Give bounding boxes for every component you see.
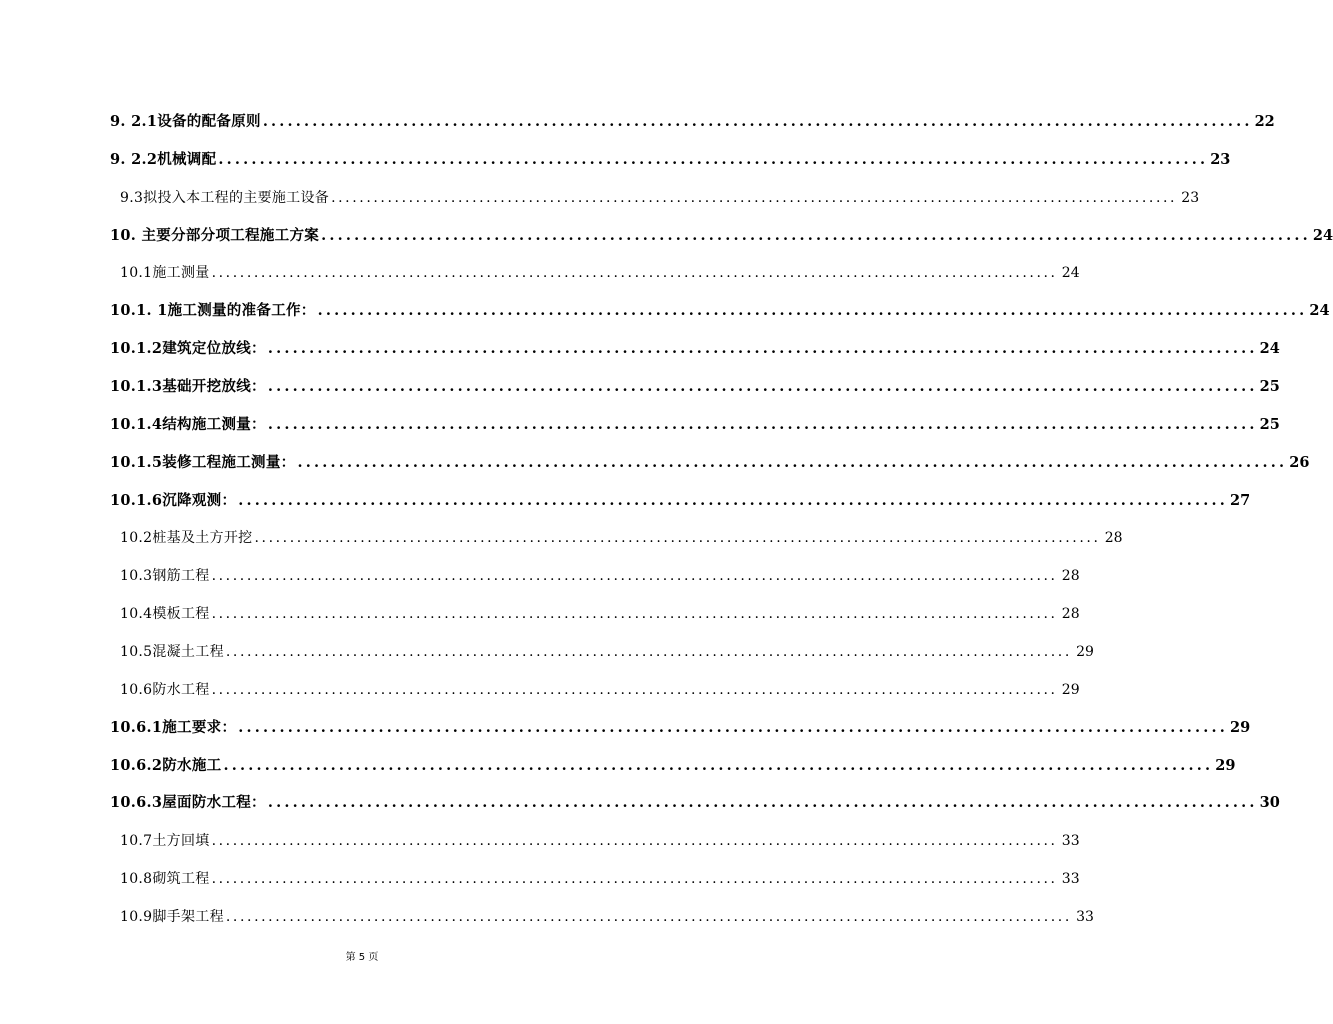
toc-dot-leader: ........................................................................................................................ — [238, 491, 1229, 509]
toc-dot-leader: ........................................................................................................................ — [211, 681, 1058, 698]
toc-entry[interactable] — [110, 335, 1280, 359]
toc-entry-title: 10.4模板工程 — [120, 606, 210, 622]
toc-entry-page-number: 28 — [1104, 530, 1123, 547]
toc-entry[interactable] — [120, 676, 1080, 700]
toc-entry-page-number: 29 — [1230, 718, 1251, 736]
toc-entry-page-number: 27 — [1230, 491, 1251, 509]
toc-entry[interactable] — [120, 562, 1080, 586]
toc-dot-leader: ........................................................................................................................ — [317, 302, 1308, 320]
toc-entry-page-number: 23 — [1210, 150, 1231, 168]
toc-entry-title: 10.1.5装修工程施工测量： — [110, 453, 296, 471]
toc-entry-page-number: 23 — [1181, 189, 1200, 206]
toc-entry-title: 9.3拟投入本工程的主要施工设备 — [120, 189, 330, 206]
toc-entry-page-number: 29 — [1076, 643, 1094, 660]
toc-entry-title: 10.5混凝土工程 — [120, 643, 224, 660]
toc-dot-leader: ........................................................................................................................ — [238, 718, 1229, 736]
toc-dot-leader: ........................................................................................................................ — [211, 606, 1058, 622]
toc-entry[interactable] — [120, 524, 1123, 548]
toc-entry-title: 10.1.6沉降观测： — [110, 491, 237, 509]
toc-dot-leader: ........................................................................................................................ — [267, 377, 1258, 395]
toc-entry[interactable] — [110, 752, 1236, 776]
toc-dot-leader: ........................................................................................................................ — [254, 530, 1101, 547]
toc-entry-title: 10.9脚手架工程 — [120, 908, 224, 925]
toc-entry[interactable] — [120, 865, 1080, 889]
toc-entry-title: 9. 2.1设备的配备原则 — [110, 113, 261, 130]
toc-dot-leader: ........................................................................................................................ — [225, 908, 1072, 925]
toc-entry-title: 10.6.2防水施工 — [110, 756, 222, 774]
toc-entry-title: 10.1.4结构施工测量： — [110, 415, 266, 433]
toc-entry-title: 9. 2.2机械调配 — [110, 150, 217, 168]
toc-entry-title: 10.1.2建筑定位放线： — [110, 340, 266, 358]
toc-entry-page-number: 25 — [1259, 415, 1280, 433]
toc-entry-title: 10.6防水工程 — [120, 681, 210, 698]
toc-entry[interactable] — [110, 789, 1280, 813]
toc-entry-title: 10.8砌筑工程 — [120, 871, 210, 887]
toc-entry-page-number: 25 — [1259, 377, 1280, 395]
toc-entry-page-number: 26 — [1289, 453, 1310, 471]
toc-dot-leader: ........................................................................................................................ — [225, 643, 1072, 660]
toc-dot-leader: ........................................................................................................................ — [211, 265, 1058, 282]
toc-dot-leader: ........................................................................................................................ — [218, 150, 1209, 168]
toc-entry-title: 10.6.1施工要求： — [110, 718, 237, 736]
toc-entry-page-number: 28 — [1061, 606, 1080, 622]
toc-dot-leader: ........................................................................................................................ — [267, 340, 1258, 358]
toc-entry[interactable] — [120, 184, 1200, 208]
toc-entry-page-number: 33 — [1061, 871, 1080, 887]
toc-entry-page-number: 33 — [1076, 908, 1094, 925]
toc-entry[interactable] — [110, 146, 1231, 170]
toc-entry-title: 10.7土方回填 — [120, 833, 210, 850]
toc-entry[interactable] — [110, 487, 1251, 511]
toc-dot-leader: ........................................................................................................................ — [321, 226, 1311, 244]
toc-entry-page-number: 29 — [1061, 681, 1080, 698]
toc-dot-leader: ........................................................................................................................ — [211, 568, 1058, 585]
toc-entry[interactable] — [120, 827, 1080, 851]
toc-dot-leader: ........................................................................................................................ — [267, 794, 1258, 812]
toc-entry[interactable] — [110, 373, 1280, 397]
toc-entry[interactable] — [110, 222, 1333, 246]
toc-dot-leader: ........................................................................................................................ — [297, 453, 1288, 471]
toc-entry-page-number: 22 — [1254, 113, 1275, 130]
toc-entry-page-number: 24 — [1259, 340, 1280, 358]
toc-entry[interactable] — [110, 411, 1280, 435]
toc-entry[interactable] — [110, 449, 1310, 473]
toc-entry-page-number: 24 — [1309, 302, 1330, 320]
toc-dot-leader: ........................................................................................................................ — [223, 756, 1214, 774]
toc-entry-title: 10.2桩基及土方开挖 — [120, 530, 253, 547]
toc-entry-title: 10.1.3基础开挖放线： — [110, 377, 266, 395]
toc-entry-page-number: 33 — [1061, 833, 1080, 850]
toc-dot-leader: ........................................................................................................................ — [211, 833, 1058, 850]
page-number-label: 第 5 页 — [345, 952, 379, 963]
toc-entry[interactable] — [110, 108, 1275, 132]
toc-entry[interactable] — [120, 259, 1080, 283]
toc-dot-leader: ........................................................................................................................ — [267, 415, 1258, 433]
toc-entry-page-number: 29 — [1215, 756, 1236, 774]
toc-entry-page-number: 24 — [1312, 226, 1333, 244]
toc-entry[interactable] — [120, 903, 1094, 927]
toc-entry[interactable] — [110, 297, 1330, 321]
toc-entry-page-number: 24 — [1061, 265, 1080, 282]
toc-entry-title: 10. 主要分部分项工程施工方案 — [110, 226, 320, 244]
toc-entry-title: 10.1. 1施工测量的准备工作： — [110, 302, 316, 320]
toc-entry-title: 10.1施工测量 — [120, 265, 210, 282]
toc-dot-leader: ........................................................................................................................ — [331, 189, 1178, 206]
page-number-footer — [0, 948, 724, 963]
toc-dot-leader: ........................................................................................................................ — [262, 113, 1253, 130]
toc-entry[interactable] — [110, 714, 1251, 738]
toc-entry-page-number: 28 — [1061, 568, 1080, 585]
toc-dot-leader: ........................................................................................................................ — [211, 871, 1058, 887]
toc-entry[interactable] — [120, 638, 1094, 662]
toc-entry-page-number: 30 — [1259, 794, 1280, 812]
toc-entry[interactable] — [120, 600, 1080, 624]
toc-entry-title: 10.6.3屋面防水工程： — [110, 794, 266, 812]
toc-entry-title: 10.3钢筋工程 — [120, 568, 210, 585]
